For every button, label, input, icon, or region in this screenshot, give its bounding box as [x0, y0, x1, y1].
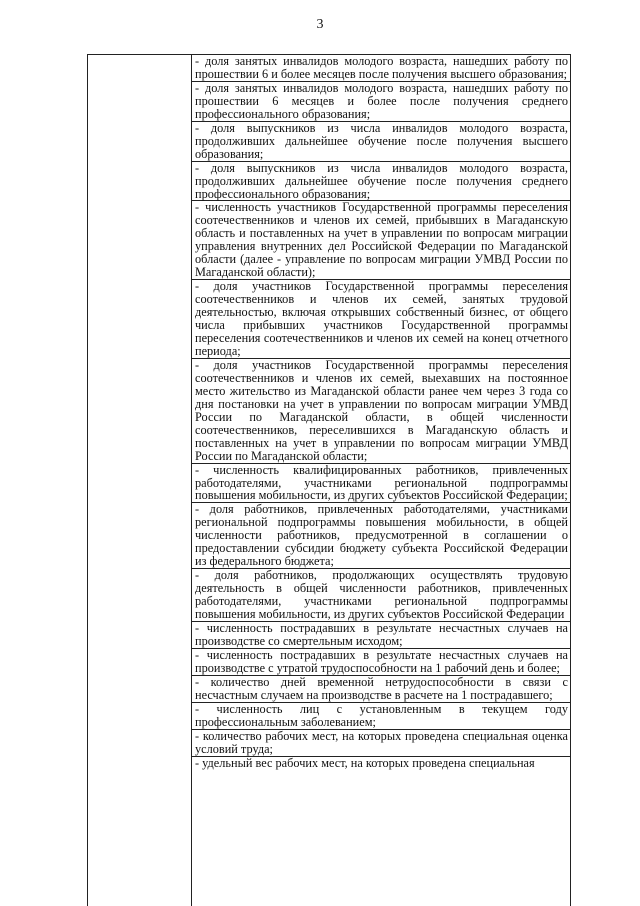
indicator-text: - доля участников Государственной программы переселения соотечественников и членов их семей, выехавших на постоянное место жительство из Магаданской области ранее чем через 3 года со дня постановки на учет в управлении по вопросам миграции УМВД России по Магаданской области, в общей численности соотечественников, переселившихся в Магаданскую область и поставленных на учет в управлении по вопросам миграции УМВД России по Магаданской области;	[195, 357, 568, 463]
indicator-text: - численность участников Государственной программы переселения соотечественников и членов их семей, прибывших в Магаданскую область и поставленных на учет в управлении по вопросам миграции управления внутренних дел Российской Федерации по Магаданской области (далее - управление по вопросам миграции УМВД России по Магаданской области);	[195, 200, 568, 280]
indicator-entry	[192, 359, 570, 464]
indicator-text: - численность лиц с установленным в текущем году профессиональным заболеванием;	[195, 701, 568, 729]
indicator-text: - доля выпускников из числа инвалидов молодого возраста, продолживших дальнейшее обучение после получения высшего образования;	[195, 120, 568, 161]
indicator-entry	[192, 162, 570, 202]
indicator-text: - численность пострадавших в результате несчастных случаев на производстве со смертельным исходом;	[195, 620, 568, 648]
indicator-entry	[192, 82, 570, 122]
indicator-entry	[192, 122, 570, 162]
table-label-column	[88, 55, 191, 906]
indicator-entry	[192, 503, 570, 569]
indicator-text: - доля участников Государственной программы переселения соотечественников и членов их семей, занятых трудовой деятельностью, включая открывших собственный бизнес, от общего числа прибывших участников Государственной программы переселения соотечественников и членов их семей на конец отчетного периода;	[195, 279, 568, 358]
indicator-entry	[192, 730, 570, 757]
indicator-entry	[192, 703, 570, 730]
indicator-entry	[192, 201, 570, 280]
indicator-text: - количество дней временной нетрудоспособности в связи с несчастным случаем на производстве в расчете на 1 пострадавшего;	[195, 674, 568, 702]
indicator-entry	[192, 676, 570, 703]
indicator-entry	[192, 464, 570, 504]
passport-table	[87, 54, 571, 906]
indicator-text: - доля выпускников из числа инвалидов молодого возраста, продолживших дальнейшее обучение после получения среднего профессионального образования;	[195, 160, 568, 201]
page-number: 3	[316, 17, 324, 32]
indicator-text: - доля занятых инвалидов молодого возраста, нашедших работу по прошествии 6 и более месяцев после получения высшего образования;	[195, 55, 568, 81]
indicator-entry	[192, 649, 570, 676]
indicator-text: - численность пострадавших в результате несчастных случаев на производстве с утратой трудоспособности на 1 рабочий день и более;	[195, 647, 568, 675]
indicator-text: - удельный вес рабочих мест, на которых проведена специальная	[195, 755, 535, 770]
indicator-entry	[192, 55, 570, 82]
indicator-entry	[192, 622, 570, 649]
indicator-entry	[192, 280, 570, 359]
indicator-text: - численность квалифицированных работников, привлеченных работодателями, участниками региональной подпрограммы повышения мобильности, из других субъектов Российской Федерации;	[195, 462, 568, 503]
indicator-text: - доля работников, продолжающих осуществлять трудовую деятельность в общей численности работников, привлеченных работодателями, участниками региональной подпрограммы повышения мобильности, из других субъектов Российской Федерации	[195, 568, 568, 622]
indicator-entry	[192, 569, 570, 622]
indicator-text: - количество рабочих мест, на которых проведена специальная оценка условий труда;	[195, 728, 568, 756]
indicator-text: - доля занятых инвалидов молодого возраста, нашедших работу по прошествии 6 месяцев и более после получения среднего профессионального образования;	[195, 80, 568, 121]
table-indicators-column	[191, 55, 570, 906]
indicator-text: - доля работников, привлеченных работодателями, участниками региональной подпрограммы повышения мобильности, в общей численности работников, предусмотренной в соглашении о предоставлении субсидии бюджету субъекта Российской Федерации из федерального бюджета;	[195, 502, 568, 569]
indicator-entry	[192, 757, 570, 770]
